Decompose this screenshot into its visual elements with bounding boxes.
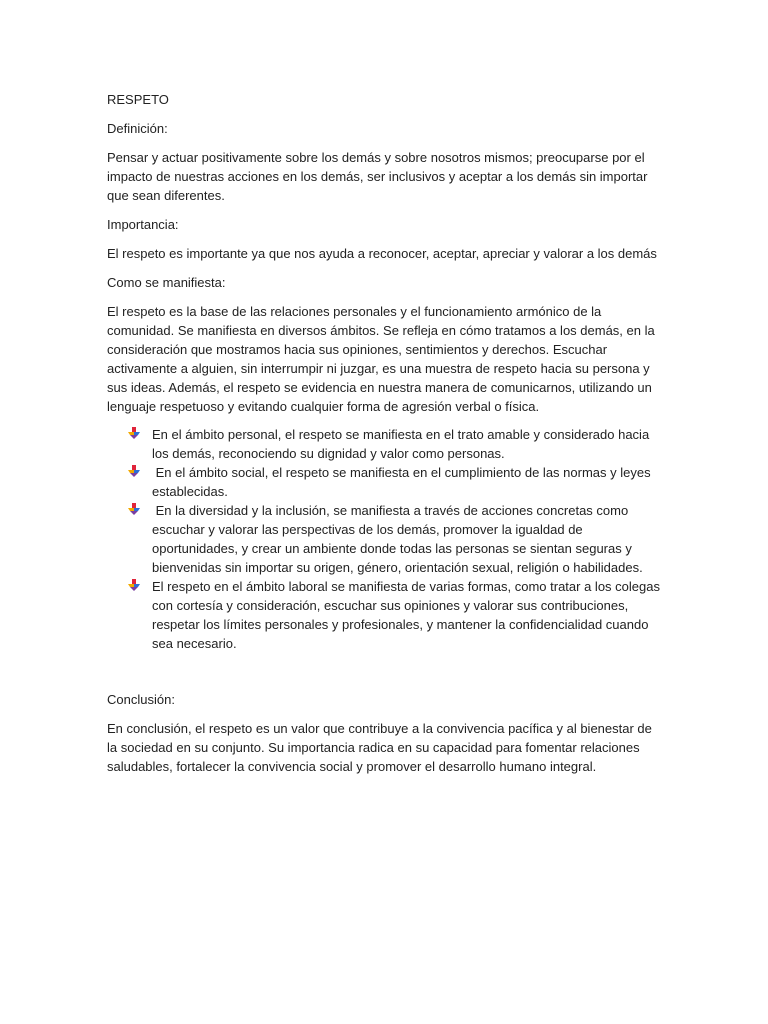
importance-heading: Importancia: bbox=[107, 217, 179, 232]
bullet-text: En el ámbito social, el respeto se manifiesta en el cumplimiento de las normas y leyes establecidas. bbox=[152, 465, 655, 499]
arrow-bullet-icon bbox=[128, 579, 140, 591]
bullet-text: El respeto en el ámbito laboral se manifiesta de varias formas, como tratar a los colegas con cortesía y consideración, escuchar sus opiniones y valorar sus contribuciones, respetar los límites personales y profesionales, y mantener la confidencialidad cuando sea necesario. bbox=[152, 579, 660, 651]
bullet-text: En el ámbito personal, el respeto se manifiesta en el trato amable y considerado hacia los demás, reconociendo su dignidad y valor como personas. bbox=[152, 427, 650, 461]
definition-heading: Definición: bbox=[107, 121, 168, 136]
document-page bbox=[107, 90, 662, 786]
arrow-bullet-icon bbox=[128, 503, 140, 515]
bullet-list-item bbox=[107, 501, 662, 577]
bullet-list-item bbox=[107, 577, 662, 653]
importance-paragraph: El respeto es importante ya que nos ayuda a reconocer, aceptar, apreciar y valorar a los demás bbox=[107, 246, 657, 261]
conclusion-heading: Conclusión: bbox=[107, 692, 175, 707]
bullet-list-item bbox=[107, 463, 662, 501]
document-title: RESPETO bbox=[107, 92, 169, 107]
bullet-list bbox=[107, 425, 662, 653]
section-spacer bbox=[107, 653, 662, 690]
bullet-text: En la diversidad y la inclusión, se manifiesta a través de acciones concretas como escuchar y valorar las perspectivas de los demás, promover la igualdad de oportunidades, y crear un ambiente donde todas las personas se sientan seguras y bienvenidas sin importar su origen, género, orientación sexual, religión o habilidades. bbox=[152, 503, 643, 575]
conclusion-paragraph: En conclusión, el respeto es un valor que contribuye a la convivencia pacífica y al bienestar de la sociedad en su conjunto. Su importancia radica en su capacidad para fomentar relaciones saludables, fortalecer la convivencia social y promover el desarrollo humano integral. bbox=[107, 721, 652, 774]
manifest-heading: Como se manifiesta: bbox=[107, 275, 226, 290]
definition-paragraph: Pensar y actuar positivamente sobre los demás y sobre nosotros mismos; preocuparse por el impacto de nuestras acciones en los demás, ser inclusivos y aceptar a los demás sin importar que sean diferentes. bbox=[107, 150, 648, 203]
arrow-bullet-icon bbox=[128, 427, 140, 439]
manifest-paragraph: El respeto es la base de las relaciones personales y el funcionamiento armónico de la comunidad. Se manifiesta en diversos ámbitos. Se refleja en cómo tratamos a los demás, en la consideración que mostramos hacia sus opiniones, sentimientos y derechos. Escuchar activamente a alguien, sin interrumpir ni juzgar, es una muestra de respeto hacia su persona y sus ideas. Además, el respeto se evidencia en nuestra manera de comunicarnos, utilizando un lenguaje respetuoso y evitando cualquier forma de agresión verbal o física. bbox=[107, 304, 655, 414]
arrow-bullet-icon bbox=[128, 465, 140, 477]
bullet-list-item bbox=[107, 425, 662, 463]
